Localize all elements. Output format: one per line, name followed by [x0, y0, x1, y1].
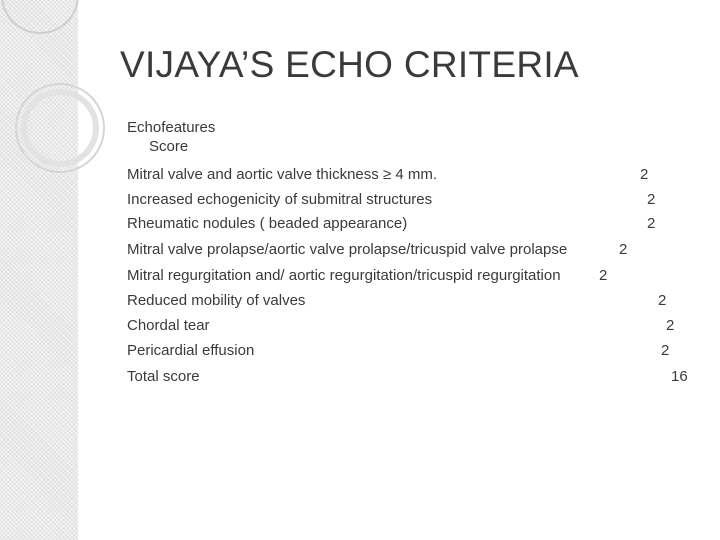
decorative-side-band	[0, 0, 78, 540]
header-score: Score	[149, 138, 189, 155]
row-score: 2	[658, 292, 667, 309]
row-feature: Chordal tear	[127, 317, 210, 334]
row-feature: Mitral valve prolapse/aortic valve prolapse/tricuspid valve prolapse	[127, 241, 568, 258]
slide-title: VIJAYA’S ECHO CRITERIA	[120, 44, 579, 85]
row-feature: Reduced mobility of valves	[127, 292, 306, 309]
row-score: 2	[640, 166, 649, 183]
row-feature: Mitral regurgitation and/ aortic regurgitation/tricuspid regurgitation	[127, 267, 561, 284]
row-score: 2	[666, 317, 675, 334]
row-score: 2	[599, 267, 608, 284]
row-score: 16	[671, 368, 688, 385]
row-score: 2	[647, 215, 656, 232]
row-feature: Increased echogenicity of submitral structures	[127, 191, 433, 208]
row-score: 2	[647, 191, 656, 208]
row-score: 2	[619, 241, 628, 258]
row-feature: Pericardial effusion	[127, 342, 255, 359]
row-feature: Mitral valve and aortic valve thickness ≥ 4 mm.	[127, 166, 438, 183]
row-feature: Total score	[127, 368, 200, 385]
row-score: 2	[661, 342, 670, 359]
row-feature: Rheumatic nodules ( beaded appearance)	[127, 215, 408, 232]
header-echofeatures: Echofeatures	[127, 119, 216, 136]
